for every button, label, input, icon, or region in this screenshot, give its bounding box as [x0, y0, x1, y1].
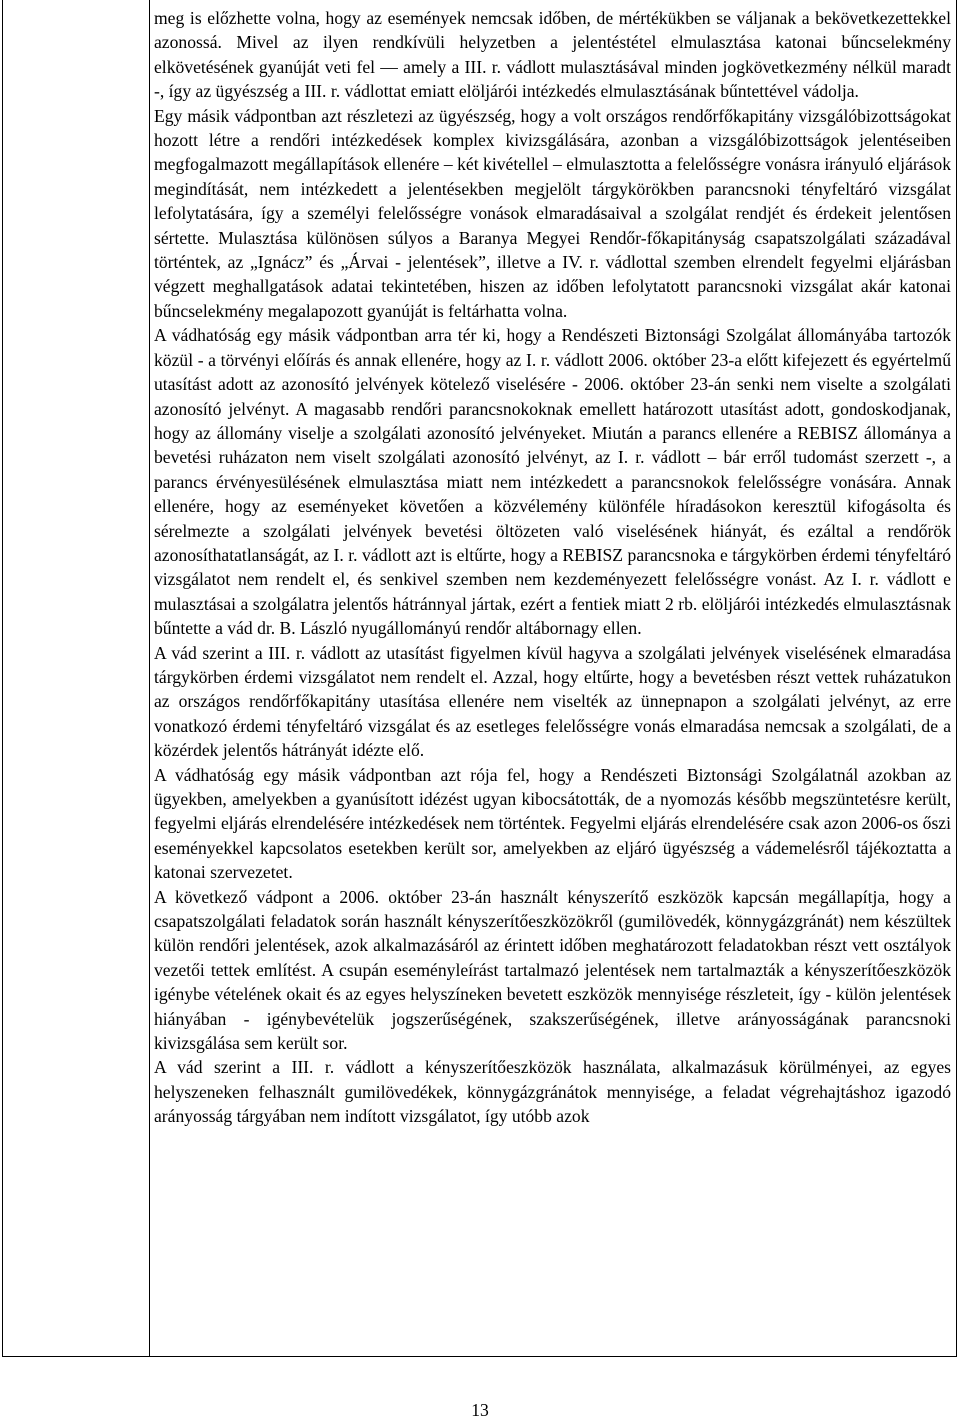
paragraph: A vád szerint a III. r. vádlott az utasítást figyelmen kívül hagyva a szolgálati jelvények viselésének elmaradása tárgykörben érdemi vizsgálatot nem rendelt el. Azzal, hogy eltűrte, hogy a bevetésben részt vettek ruházatukon az országos rendőrfőkapitány utasítása ellenére nem viselték az ünnepnapon a szolgálati jelvényt, az erre vonatkozó érdemi tényfeltáró vizsgálat és az esetleges felelősségre vonás elmaradása nemcsak a szolgálati, de a közérdek jelentős hátrányát idézte elő. — [154, 642, 951, 761]
margin-column — [3, 0, 150, 1356]
page-number: 13 — [471, 1400, 489, 1420]
paragraph: A következő vádpont a 2006. október 23-án használt kényszerítő eszközök kapcsán megállapítja, hogy a csapatszolgálati feladatok során használt kényszerítőeszközökről (gumilövedék, könnygázgránát) nem készültek külön rendőri jelentések, azok alkalmazásáról az érintett időben meghatározott feladatokban részt vett osztályok vezetői tettek említést. A csupán eseményleírást tartalmazó jelentések nem tartalmazták a kényszerítőeszközök igénybe vételének okait és az egyes helyszíneken bevetett eszközök mennyisége részleteit, így - külön jelentések hiányában - igénybevételük jogszerűségének, szakszerűségének, illetve arányosságának parancsnoki kivizsgálása sem került sor. — [154, 886, 951, 1054]
paragraph: meg is előzhette volna, hogy az események nemcsak időben, de mértékükben se váljanak a bekövetkezettekkel azonossá. Mivel az ilyen rendkívüli helyzetben a jelentéstétel elmulasztása katonai bűncselekmény elkövetésének gyanúját veti fel — amely a III. r. vádlott mulasztásával minden jogkövetkezmény nélkül maradt -, így az ügyészség a III. r. vádlottat emiatt elöljárói intézkedés elmulasztásának bűntettével vádolja. — [154, 8, 951, 102]
document-body — [154, 6, 951, 1129]
paragraph: Egy másik vádpontban azt részletezi az ügyészség, hogy a volt országos rendőrfőkapitány vizsgálóbizottságokat hozott létre a rendőri intézkedések komplex kivizsgálására, azonban a vizsgálóbizottságok jelentéseiben megfogalmazott megállapítások ellenére – két kivétellel – elmulasztotta a felelősségre vonásra irányuló eljárások megindítását, nem intézkedett a jelentésekben megjelölt tárgykörökben parancsnoki tényfeltáró vizsgálat lefolytatására, így a személyi felelősségre vonások elmaradásaival a szolgálat rendjét és érdekeit jelentősen sértette. Mulasztása különösen súlyos a Baranya Megyei Rendőr-főkapitányság csapatszolgálati századával történtek, az „Ignácz” és „Árvai - jelentések”, illetve a IV. r. vádlottal szemben elrendelt fegyelmi eljárásban végzett meghallgatások adatai tekintetében, hiszen az időben lefolytatott parancsnoki vizsgálat akár katonai bűncselekmény megalapozott gyanúját is feltárhatta volna. — [154, 105, 951, 321]
paragraph: A vádhatóság egy másik vádpontban azt rója fel, hogy a Rendészeti Biztonsági Szolgálatnál azokban az ügyekben, amelyekben a gyanúsított idézést ugyan kibocsátották, de a nyomozás később megszüntetésre került, fegyelmi eljárás elrendelésére intézkedések nem történtek. Fegyelmi eljárás elrendelésére csak azon 2006-os őszi eseményekkel kapcsolatos esetekben került sor, amelyekben az eljáró ügyészség a vádemelésről tájékoztatta a katonai szervezetet. — [154, 764, 951, 883]
paragraph: A vádhatóság egy másik vádpontban arra tér ki, hogy a Rendészeti Biztonsági Szolgálat állományába tartozók közül - a törvényi előírás és annak ellenére, hogy az I. r. vádlott 2006. október 23-a előtt kifejezett és egyértelmű utasítást adott az azonosító jelvények kötelező viselésére - 2006. október 23-án senki nem viselte a szolgálati azonosító jelvényt. A magasabb rendőri parancsnokoknak emellett határozott utasítást adott, gondoskodjanak, hogy az állomány viselje a szolgálati azonosító jelvényeket. Miután a parancs ellenére a REBISZ állományа a bevetési ruházaton nem viselt szolgálati azonosító jelvényt, az I. r. vádlott – bár erről tudomást szerzett -, a parancs érvényesülésének elmulasztása miatt nem intézkedett a parancsnokok felelősségre vonására. Annak ellenére, hogy az eseményeket követően a közvélemény különféle híradásokon keresztül kifogásolta és sérelmezte a szolgálati jelvények bevetési öltözeten való viselésének hiányát, és ezáltal a rendőrök azonosíthatatlanságát, az I. r. vádlott azt is eltűrte, hogy a REBISZ parancsnoka e tárgykörben érdemi tényfeltáró vizsgálatot nem rendelt el, és senkivel szemben nem kezdeményezett felelősségre vonást. Az I. r. vádlott e mulasztásai a szolgálatra jelentős hátránnyal jártak, ezért a fentiek miatt 2 rb. elöljárói intézkedés elmulasztásnak bűntette a vád dr. B. László nyugállományú rendőr altábornagy ellen. — [154, 325, 951, 639]
paragraph: A vád szerint a III. r. vádlott a kényszerítőeszközök használata, alkalmazásuk körülményei, az egyes helyszeneken felhasznált gumilövedékek, könnygázgránátok mennyisége, a feladat végrehajtáshoz igazodó arányosság tárgyában nem indított vizsgálatot, így utóbb azok — [154, 1057, 951, 1127]
